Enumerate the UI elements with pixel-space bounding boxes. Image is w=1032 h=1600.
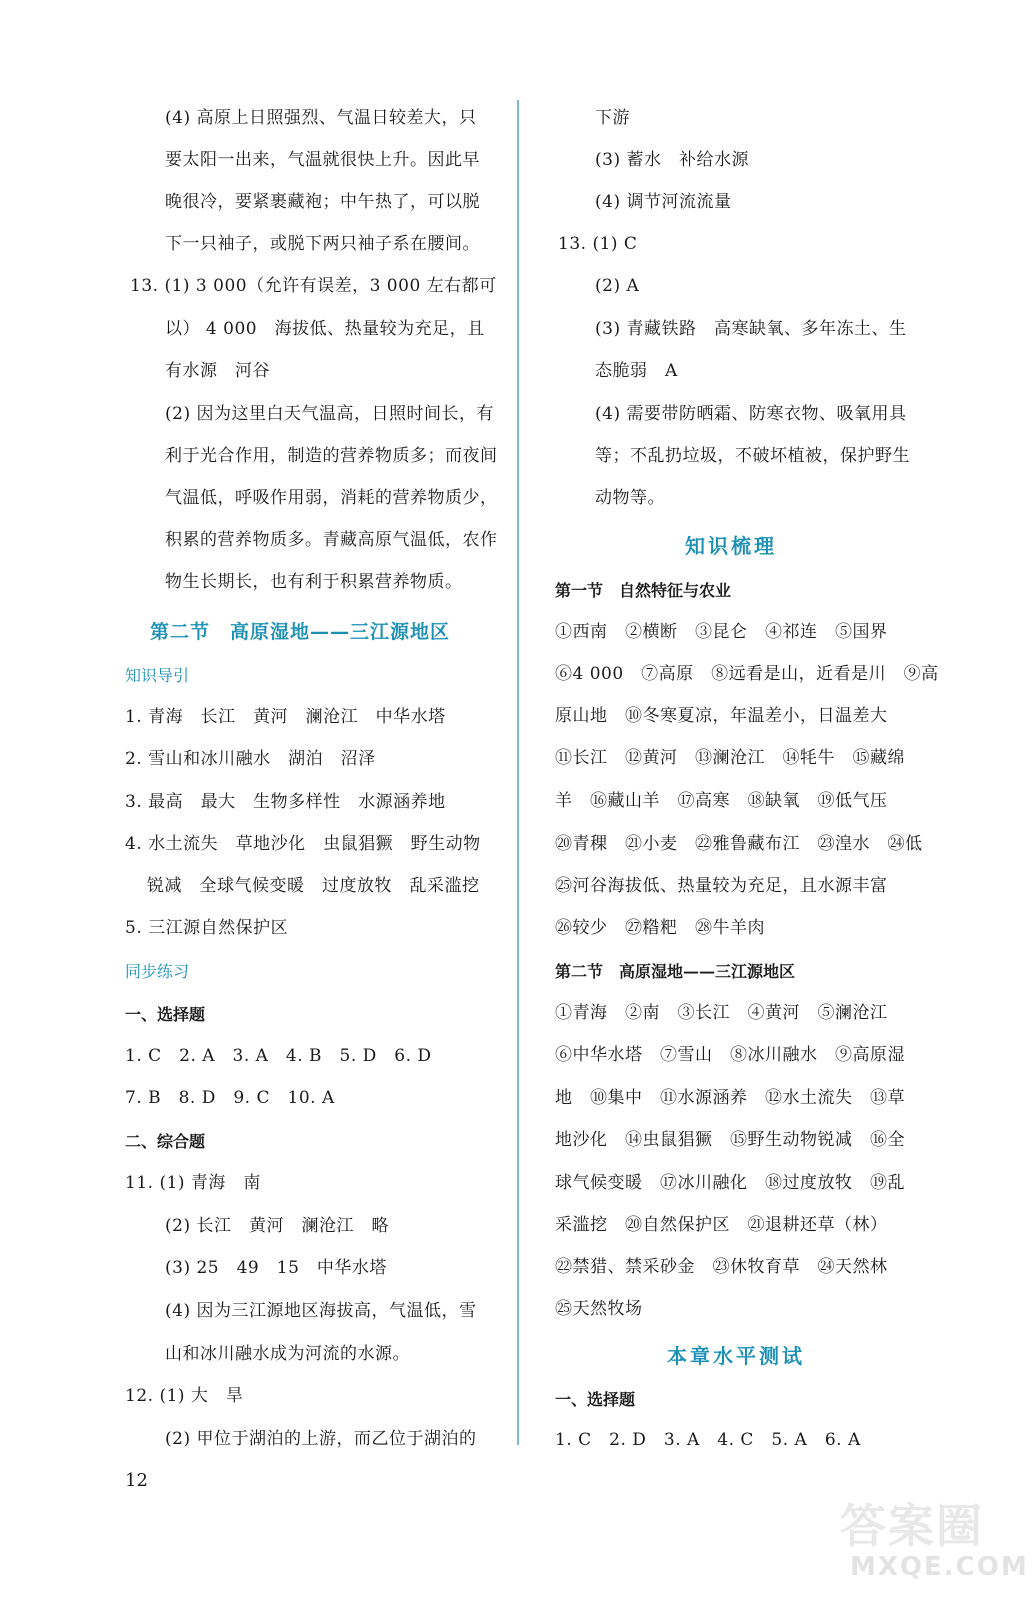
comprehensive-heading: 二、综合题 — [125, 1132, 206, 1151]
answer-line: 原山地 ⑩冬寒夏凉，年温差小，日温差大 — [555, 706, 888, 726]
list-item: 5. 三江源自然保护区 — [125, 918, 289, 938]
answer-line: ㉒禁猎、禁采砂金 ㉓休牧育草 ㉔天然林 — [555, 1257, 888, 1277]
text-line: (4) 需要带防晒霜、防寒衣物、吸氧用具 — [595, 404, 907, 424]
text-line: 下游 — [595, 108, 630, 128]
answer-line: 1. C 2. D 3. A 4. C 5. A 6. A — [555, 1430, 861, 1450]
question-12: 12. (1) 大 旱 — [125, 1386, 244, 1406]
column-divider — [517, 100, 519, 1445]
answer-line: ⑥4 000 ⑦高原 ⑧远看是山，近看是川 ⑨高 — [555, 664, 939, 684]
knowledge-heading: 知识梳理 — [685, 534, 777, 558]
text-line: 动物等。 — [595, 488, 665, 508]
text-line: 等；不乱扔垃圾，不破坏植被，保护野生 — [595, 446, 910, 466]
answer-line: ①西南 ②横断 ③昆仑 ④祁连 ⑤国界 — [555, 622, 888, 642]
text-line: (2) 因为这里白天气温高，日照时间长，有 — [165, 404, 494, 424]
answer-line: ㉖较少 ㉗糌粑 ㉘牛羊肉 — [555, 918, 765, 938]
answer-line: 地 ⑩集中 ⑪水源涵养 ⑫水土流失 ⑬草 — [555, 1088, 905, 1108]
text-line: 态脆弱 A — [595, 361, 678, 381]
answer-line: ⑳青稞 ㉑小麦 ㉒雅鲁藏布江 ㉓湟水 ㉔低 — [555, 834, 923, 854]
text-line: (3) 25 49 15 中华水塔 — [165, 1258, 387, 1278]
answer-line: 7. B 8. D 9. C 10. A — [125, 1088, 335, 1108]
choice-heading: 一、选择题 — [555, 1390, 636, 1409]
question-13: 13. (1) C — [558, 234, 638, 254]
answer-line: 1. C 2. A 3. A 4. B 5. D 6. D — [125, 1046, 432, 1066]
text-line: (4) 高原上日照强烈、气温日较差大，只 — [165, 108, 477, 128]
answer-line: 采滥挖 ⑳自然保护区 ㉑退耕还草（林） — [555, 1215, 888, 1235]
text-line: 气温低，呼吸作用弱，消耗的营养物质少， — [165, 488, 498, 508]
section-title: 第二节 高原湿地——三江源地区 — [150, 621, 451, 643]
list-item: 锐减 全球气候变暖 过度放牧 乱采滥挖 — [147, 876, 480, 896]
watermark-logo — [840, 1490, 1029, 1590]
text-line: (3) 蓄水 补给水源 — [595, 150, 749, 170]
list-item: 2. 雪山和冰川融水 湖泊 沼泽 — [125, 749, 376, 769]
text-line: (4) 因为三江源地区海拔高，气温低，雪 — [165, 1301, 477, 1321]
text-line: 有水源 河谷 — [165, 361, 270, 381]
section-heading: 第二节 高原湿地——三江源地区 — [555, 962, 796, 981]
answer-line: ⑪长江 ⑫黄河 ⑬澜沧江 ⑭牦牛 ⑮藏绵 — [555, 748, 905, 768]
list-item: 3. 最高 最大 生物多样性 水源涵养地 — [125, 792, 446, 812]
answer-line: 地沙化 ⑭虫鼠猖獗 ⑮野生动物锐减 ⑯全 — [555, 1130, 905, 1150]
page-number: 12 — [125, 1470, 148, 1491]
watermark-text: 答案圈 — [840, 1499, 984, 1553]
choice-heading: 一、选择题 — [125, 1005, 206, 1024]
text-line: 利于光合作用，制造的营养物质多；而夜间 — [165, 446, 498, 466]
text-line: (2) A — [595, 276, 640, 296]
text-line: 要太阳一出来，气温就很快上升。因此早 — [165, 150, 480, 170]
question-11: 11. (1) 青海 南 — [125, 1173, 261, 1193]
question-13: 13. (1) 3 000（允许有误差，3 000 左右都可 — [130, 276, 497, 296]
text-line: (4) 调节河流流量 — [595, 192, 732, 212]
text-line: 以） 4 000 海拔低、热量较为充足，且 — [165, 319, 485, 339]
answer-line: ⑥中华水塔 ⑦雪山 ⑧冰川融水 ⑨高原湿 — [555, 1045, 905, 1065]
text-line: (3) 青藏铁路 高寒缺氧、多年冻土、生 — [595, 319, 907, 339]
guide-label: 知识导引 — [125, 666, 190, 685]
text-line: (2) 甲位于湖泊的上游，而乙位于湖泊的 — [165, 1429, 477, 1449]
sync-label: 同步练习 — [125, 962, 190, 981]
answer-line: 球气候变暖 ⑰冰川融化 ⑱过度放牧 ⑲乱 — [555, 1173, 905, 1193]
list-item: 1. 青海 长江 黄河 澜沧江 中华水塔 — [125, 707, 446, 727]
text-line: 积累的营养物质多。青藏高原气温低，农作 — [165, 530, 498, 550]
watermark-url: MXQE.COM — [850, 1552, 1029, 1582]
chapter-test-heading: 本章水平测试 — [667, 1344, 805, 1368]
section-heading: 第一节 自然特征与农业 — [555, 581, 732, 600]
answer-line: ①青海 ②南 ③长江 ④黄河 ⑤澜沧江 — [555, 1003, 888, 1023]
answer-line: ㉕天然牧场 — [555, 1299, 643, 1319]
text-line: (2) 长江 黄河 澜沧江 略 — [165, 1216, 389, 1236]
text-line: 下一只袖子，或脱下两只袖子系在腰间。 — [165, 234, 480, 254]
text-line: 山和冰川融水成为河流的水源。 — [165, 1344, 410, 1364]
answer-line: ㉕河谷海拔低、热量较为充足，且水源丰富 — [555, 876, 888, 896]
text-line: 晚很冷，要紧裹藏袍；中午热了，可以脱 — [165, 192, 480, 212]
text-line: 物生长期长，也有利于积累营养物质。 — [165, 572, 463, 592]
list-item: 4. 水土流失 草地沙化 虫鼠猖獗 野生动物 — [125, 834, 481, 854]
answer-line: 羊 ⑯藏山羊 ⑰高寒 ⑱缺氧 ⑲低气压 — [555, 791, 888, 811]
